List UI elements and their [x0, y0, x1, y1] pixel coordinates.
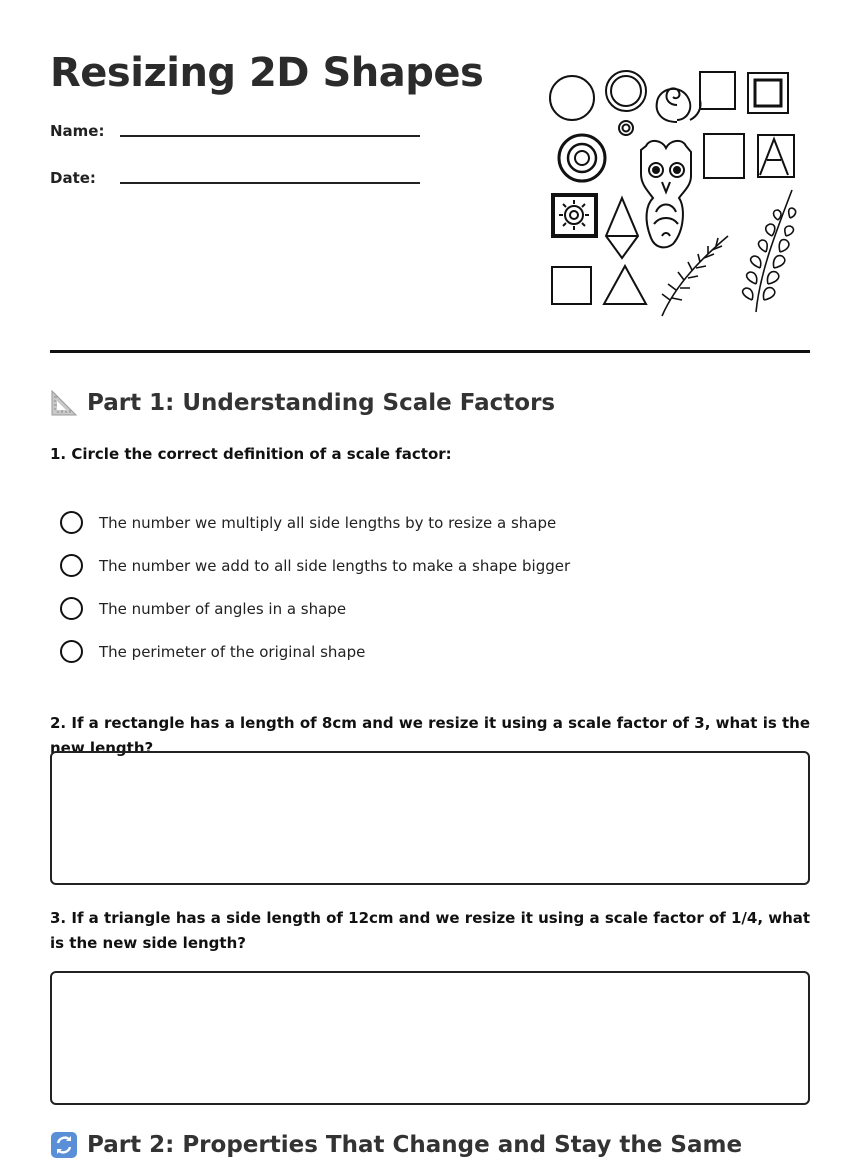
part1-title: Part 1: Understanding Scale Factors: [87, 390, 556, 416]
answer-box-q3[interactable]: [50, 971, 810, 1105]
q1-option-3[interactable]: [60, 597, 346, 620]
q1-option-3-label: The number of angles in a shape: [99, 599, 347, 618]
radio-circle[interactable]: [60, 597, 83, 620]
date-line[interactable]: [120, 182, 420, 184]
spiral-shape: [657, 88, 701, 122]
triangular-ruler-icon: [50, 389, 78, 417]
header-divider: [50, 350, 810, 353]
framed-square-shape: [748, 73, 788, 113]
part2-title: Part 2: Properties That Change and Stay the Same: [87, 1132, 743, 1158]
date-field: [50, 169, 96, 187]
tiki-mask-shape: [641, 141, 691, 247]
fern-frond-shape: [743, 190, 796, 312]
a-frame-square-shape: [758, 135, 794, 177]
question-1: 1. Circle the correct definition of a scale factor:: [50, 445, 452, 463]
page-title: Resizing 2D Shapes: [50, 50, 484, 96]
small-square-shape: [552, 267, 591, 304]
radio-circle[interactable]: [60, 511, 83, 534]
diamond-shape: [606, 198, 638, 258]
question-3: 3. If a triangle has a side length of 12cm and we resize it using a scale factor of 1/4, what is the new side length?: [50, 909, 811, 952]
q1-option-1[interactable]: [60, 511, 556, 534]
target-shape: [559, 135, 605, 181]
part1-heading: [50, 389, 555, 417]
q1-option-1-label: The number we multiply all side lengths by to resize a shape: [99, 513, 557, 532]
name-field: [50, 122, 104, 140]
radio-circle[interactable]: [60, 640, 83, 663]
part2-heading: [50, 1131, 742, 1159]
arrows-cycle-icon: [50, 1131, 78, 1159]
rectangle-shape: [704, 134, 744, 178]
answer-box-q2[interactable]: [50, 751, 810, 885]
sun-tile-shape: [553, 195, 596, 236]
square-shape: [700, 72, 735, 109]
double-circle-shape: [606, 71, 646, 111]
question-2: 2. If a rectangle has a length of 8cm and we resize it using a scale factor of 3, what is the new length?: [50, 714, 811, 757]
q1-option-4[interactable]: [60, 640, 365, 663]
decorative-shapes-illustration: [540, 60, 810, 325]
q1-option-2-label: The number we add to all side lengths to make a shape bigger: [99, 556, 571, 575]
q1-option-2[interactable]: [60, 554, 570, 577]
circle-shape: [550, 76, 594, 120]
name-label: Name:: [50, 122, 105, 140]
radio-circle[interactable]: [60, 554, 83, 577]
triangle-shape: [604, 266, 646, 304]
name-line[interactable]: [120, 135, 420, 137]
small-ring-shape: [619, 121, 633, 135]
fern-leaf-shape: [662, 236, 728, 316]
q1-option-4-label: The perimeter of the original shape: [99, 642, 366, 661]
date-label: Date:: [50, 169, 96, 187]
